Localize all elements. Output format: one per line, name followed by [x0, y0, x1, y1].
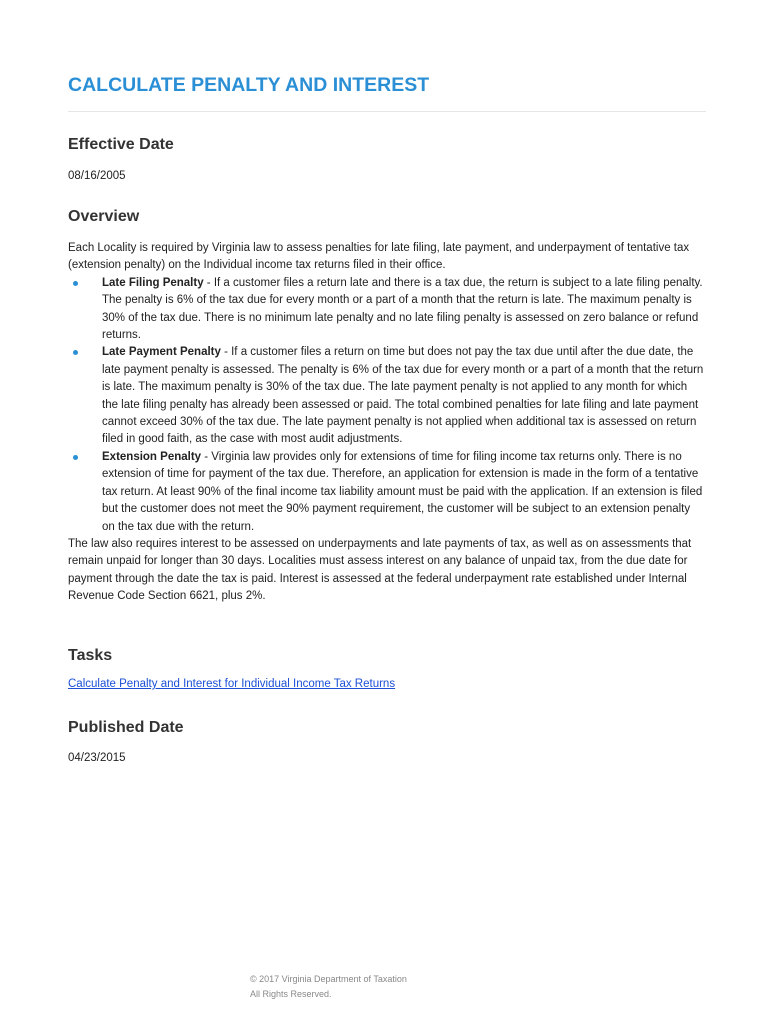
task-link[interactable]: Calculate Penalty and Interest for Individual Income Tax Returns: [68, 678, 396, 690]
published-date-value: 04/23/2015: [68, 752, 126, 764]
list-item: [68, 275, 706, 345]
penalty-term: Extension Penalty: [102, 450, 202, 463]
overview-closing: The law also requires interest to be assessed on underpayments and late payments of tax, as well as on assessments that remain unpaid for longer than 30 days. Localities must assess interest on any balance of unpaid tax, from the due date for payment through the date the tax is paid. Interest is assessed at the federal underpayment rate established under Internal Revenue Code Section 6621, plus 2%.: [68, 537, 692, 603]
effective-date-heading: Effective Date: [68, 136, 174, 153]
footer-rights: All Rights Reserved.: [250, 989, 332, 999]
penalty-term: Late Payment Penalty: [102, 346, 221, 359]
effective-date-value: 08/16/2005: [68, 170, 126, 182]
list-item: [68, 344, 706, 448]
page-footer: [250, 972, 407, 1002]
published-date-heading: Published Date: [68, 719, 184, 736]
penalty-term: Late Filing Penalty: [102, 276, 204, 289]
footer-copyright: © 2017 Virginia Department of Taxation: [250, 974, 407, 984]
penalty-description: - Virginia law provides only for extensions of time for filing income tax returns only. There is no extension of time for payment of the tax due. Therefore, an application for extension is made in the form of a tentative tax return. At least 90% of the final income tax liability amount must be paid with the application. If an extension is filed but the customer does not meet the 90% payment requirement, the customer will be subject to an extension penalty on the tax due with the return.: [102, 450, 703, 533]
overview-body: [68, 240, 706, 606]
title-divider: [68, 111, 706, 112]
overview-heading: Overview: [68, 208, 140, 225]
penalty-list: [68, 275, 706, 536]
bullet-icon: [73, 350, 78, 355]
overview-intro: Each Locality is required by Virginia law to assess penalties for late filing, late payment, and underpayment of tentative tax (extension penalty) on the Individual income tax returns filed in their office.: [68, 242, 690, 272]
list-item: [68, 449, 706, 536]
page-title: CALCULATE PENALTY AND INTEREST: [68, 74, 430, 96]
penalty-description: - If a customer files a return on time but does not pay the tax due until after the due date, the late payment penalty is assessed. The penalty is 6% of the tax due for every month or a part of a month that the return is late. The maximum penalty is 30% of the tax due. The late payment penalty is not applied to any month for which the late filing penalty has already been assessed or paid. The total combined penalties for late filing and late payment cannot exceed 30% of the tax due. The late payment penalty is not applied when additional tax is assessed on return filed in good faith, as the case with most audit adjustments.: [102, 346, 704, 446]
penalty-description: - If a customer files a return late and there is a tax due, the return is subject to a late filing penalty. The penalty is 6% of the tax due for every month or a part of a month that the return is late. The maximum penalty is 30% of the tax due. There is no minimum late penalty and no late filing penalty is assessed on zero balance or refund returns.: [102, 276, 703, 342]
tasks-heading: Tasks: [68, 647, 113, 664]
bullet-icon: [73, 455, 78, 460]
bullet-icon: [73, 281, 78, 286]
